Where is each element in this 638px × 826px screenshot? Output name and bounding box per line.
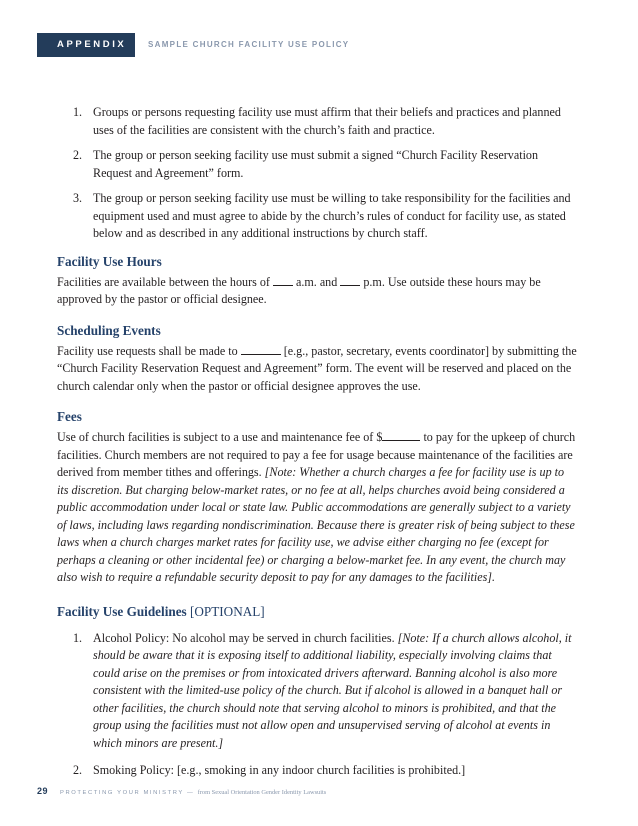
page-number: 29 [37, 786, 49, 796]
list-item: 3. The group or person seeking facility use must be willing to take responsibility for the facilities and equipment used and must agree to abide by the church’s rules of conduct for facility use, as stated below and as described in any additional instructions by church staff. [73, 191, 571, 240]
facility-hours-heading: Facility Use Hours [57, 253, 162, 269]
scheduling-text: Facility use requests shall be made to [e.g., pastor, secretary, events coordinator] by submitting the “Church Facility Reservation Request and Agreement” form. The event will be reserved and placed on the church calendar only when the pastor or official designee approves the use. [57, 343, 577, 393]
list-item: 1. Groups or persons requesting facility use must affirm that their beliefs and practices and planned uses of the facilities are consistent with the church’s faith and practice. [73, 105, 561, 137]
section-title: SAMPLE CHURCH FACILITY USE POLICY [148, 40, 350, 49]
guidelines-heading: Facility Use Guidelines [OPTIONAL] [57, 603, 265, 619]
fee-amount-blank [382, 430, 420, 441]
hours-start-blank [273, 275, 293, 286]
appendix-tab: APPENDIX B [37, 33, 135, 57]
footer-subtitle: from Sexual Orientation Gender Identity Lawsuits [197, 789, 327, 796]
hours-end-blank [340, 275, 360, 286]
fees-text: Use of church facilities is subject to a use and maintenance fee of $ to pay for the upkeep of church facilities. Church members are not required to pay a fee for usage because maintenance of the facilities are derived from member tithes and offerings. [Note: Whether a church charges a fee for facility use is up to its discretion. But charging below-market rates, or no fee at all, helps churches avoid being considered a public accommodation under local or state law. Public accommodations are generally subject to a variety of laws, including laws regarding nondiscrimination. Because there is greater risk of being subject to these laws when a church charges market rates for facility use, we advise either charging no fee (except for perhaps a cleaning or other incidental fee) or charging a below-market fee. In any event, the church may also wish to require a refundable security deposit to pay for any damages to the facilities]. [57, 430, 576, 584]
page-footer: 29 PROTECTING YOUR MINISTRY — from Sexual Orientation Gender Identity Lawsuits [37, 786, 327, 796]
alcohol-note: [Note: If a church allows alcohol, it should be aware that it is exposing itself to additional liability, especially involving claims that could arise on the premises or from intoxicated drivers afterward. Banning alcohol is also more consistent with the limited-use policy of the church. But if alcohol is allowed in a banquet hall or other facilities, the church should note that serving alcohol to minors is prohibited, and that the group using the facilities must not allow open and unsupervised serving of alcohol at events in which minors are present.] [93, 630, 572, 750]
list-item: 2. The group or person seeking facility use must submit a signed “Church Facility Reservation Request and Agreement” form. [73, 148, 539, 180]
list-item: 2. Smoking Policy: [e.g., smoking in any indoor church facilities is prohibited.] [73, 763, 466, 777]
footer-title: PROTECTING YOUR MINISTRY [60, 790, 184, 796]
facility-hours-text: Facilities are available between the hours of a.m. and p.m. Use outside these hours may be approved by the pastor or official designee. [57, 274, 541, 306]
fees-note: [Note: Whether a church charges a fee for facility use is up to its discretion. But charging below-market rates, or no fee at all, helps churches avoid being considered a public accommodation under local or state law. Public accommodations are generally subject to a variety of laws, including laws regarding nondiscrimination. Because there is greater risk of being subject to these laws when a church charges market rates for facility use, we advise either charging no fee (except for perhaps a cleaning or other incidental fee) or charging a below-market fee. In any event, the church may also wish to require a refundable security deposit to pay for any damages to the facilities]. [57, 465, 575, 584]
guidelines-list [57, 630, 577, 780]
document-body [57, 104, 577, 788]
fees-heading: Fees [57, 409, 82, 424]
contact-blank [241, 344, 281, 355]
scheduling-heading: Scheduling Events [57, 322, 161, 338]
requirements-list [57, 104, 577, 243]
list-item: 1. Alcohol Policy: No alcohol may be served in church facilities. [Note: If a church allows alcohol, it should be aware that it is exposing itself to additional liability, especially involving claims that could arise on the premises or from intoxicated drivers afterward. Banning alcohol is also more consistent with the limited-use policy of the church. But if alcohol is allowed in a banquet hall or other facilities, the church should note that serving alcohol to minors is prohibited, and that the group using the facilities must not allow open and unsupervised serving of alcohol at events in which minors are present.] [73, 630, 572, 750]
optional-tag: [OPTIONAL] [189, 603, 265, 619]
